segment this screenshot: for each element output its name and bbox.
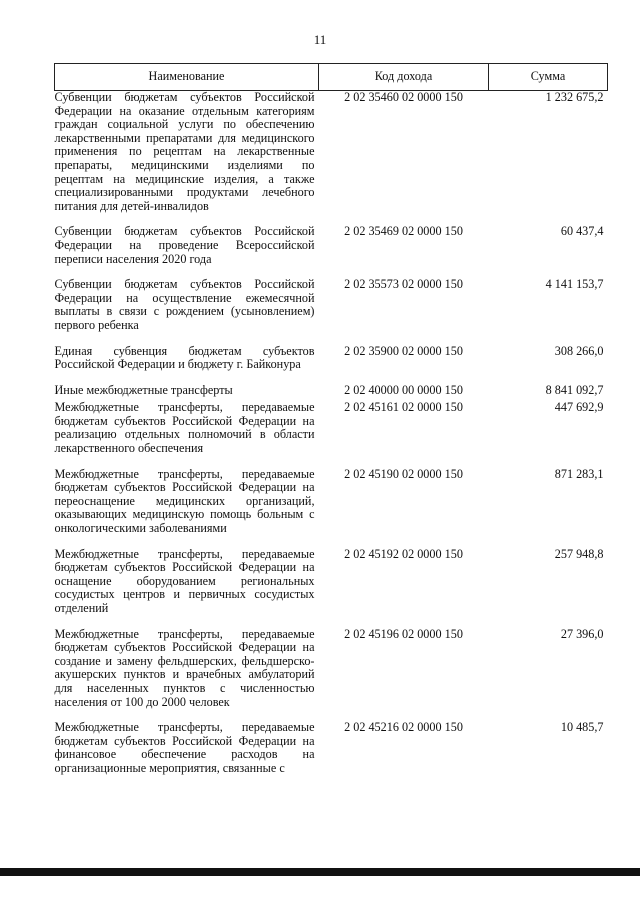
header-code: Код дохода [319, 64, 489, 91]
row-code: 2 02 45192 02 0000 150 [344, 546, 463, 561]
table-row [55, 548, 608, 628]
table-row [55, 345, 608, 384]
table-row [55, 721, 608, 787]
page-number: 11 [313, 32, 327, 47]
row-name: Единая субвенция бюджетам субъектов Российской Федерации и бюджету г. Байконура [54, 343, 315, 372]
row-name: Межбюджетные трансферты, передаваемые бюджетам субъектов Российской Федерации на реализацию отдельных полномочий в области лекарственного обеспечения [54, 400, 315, 456]
row-sum: 4 141 153,7 [545, 277, 604, 292]
table-row [55, 628, 608, 722]
row-name: Субвенции бюджетам субъектов Российской Федерации на оказание отдельным категориям граждан социальной услуги по обеспечению лекарственными препаратами для медицинского применения по рецептам на лекарственные препараты, медицинскими изделиями по рецептам на медицинские изделия, а также специализированными продуктами лечебного питания для детей-инвалидов [54, 90, 315, 213]
row-name: Межбюджетные трансферты, передаваемые бюджетам субъектов Российской Федерации на переоснащение медицинских организаций, оказывающих медицинскую помощь больным с онкологическими заболеваниями [54, 466, 315, 536]
row-code: 2 02 40000 00 0000 150 [344, 382, 463, 397]
budget-table [54, 63, 608, 788]
row-sum: 60 437,4 [560, 224, 604, 239]
scan-bottom-edge [0, 868, 640, 876]
row-sum: 308 266,0 [554, 343, 604, 358]
table-row [55, 278, 608, 344]
row-code: 2 02 35469 02 0000 150 [344, 224, 463, 239]
row-code: 2 02 45190 02 0000 150 [344, 466, 463, 481]
table-row [55, 384, 608, 402]
row-sum: 8 841 092,7 [545, 382, 604, 397]
row-sum: 10 485,7 [560, 720, 604, 735]
table-row [55, 401, 608, 467]
row-name: Иные межбюджетные трансферты [54, 382, 233, 397]
header-name: Наименование [55, 64, 319, 91]
row-code: 2 02 35900 02 0000 150 [344, 343, 463, 358]
table-row [55, 91, 608, 226]
row-name: Межбюджетные трансферты, передаваемые бюджетам субъектов Российской Федерации на финансовое обеспечение расходов на организационные мероприятия, связанные с [54, 720, 315, 775]
row-code: 2 02 45161 02 0000 150 [344, 400, 463, 415]
row-sum: 27 396,0 [560, 626, 604, 641]
header-sum: Сумма [489, 64, 608, 91]
table-header-row [55, 64, 608, 91]
row-name: Субвенции бюджетам субъектов Российской Федерации на проведение Всероссийской переписи населения 2020 года [54, 224, 315, 266]
row-sum: 1 232 675,2 [545, 90, 604, 104]
row-code: 2 02 45216 02 0000 150 [344, 720, 463, 735]
row-sum: 871 283,1 [554, 466, 604, 481]
row-code: 2 02 35460 02 0000 150 [344, 90, 463, 104]
row-sum: 257 948,8 [554, 546, 604, 561]
table-row [55, 225, 608, 278]
row-name: Межбюджетные трансферты, передаваемые бюджетам субъектов Российской Федерации на оснащение оборудованием региональных сосудистых центров и первичных сосудистых отделений [54, 546, 315, 615]
row-name: Субвенции бюджетам субъектов Российской Федерации на осуществление ежемесячной выплаты в связи с рождением (усыновлением) первого ребенка [54, 277, 315, 332]
row-code: 2 02 45196 02 0000 150 [344, 626, 463, 641]
table-row [55, 468, 608, 548]
row-code: 2 02 35573 02 0000 150 [344, 277, 463, 292]
row-sum: 447 692,9 [554, 400, 604, 415]
row-name: Межбюджетные трансферты, передаваемые бюджетам субъектов Российской Федерации на создание и замену фельдшерских, фельдшерско-акушерских пунктов и врачебных амбулаторий для населенных пунктов с численностью населения от 100 до 2000 человек [54, 626, 315, 709]
